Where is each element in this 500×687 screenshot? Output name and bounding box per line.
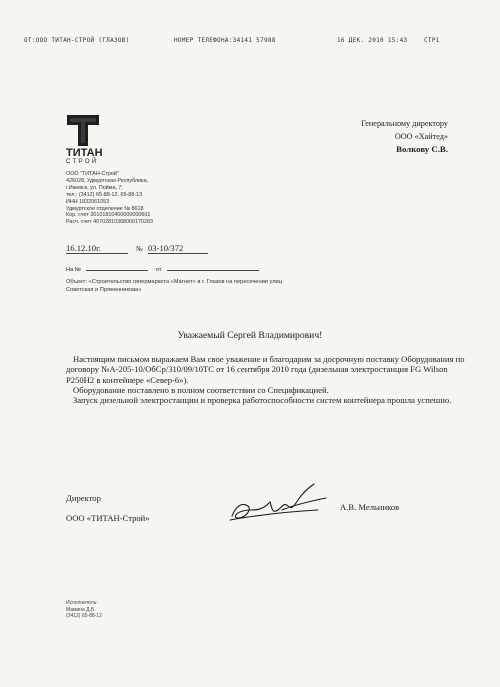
sender-line: Удмуртское отделение № 8618 — [66, 205, 144, 212]
reference-from-label: от — [155, 267, 162, 273]
fax-page: СТР1 — [424, 37, 440, 44]
sender-line: Расч. счет 40702810368000170283 — [66, 219, 154, 226]
registration-row — [66, 243, 208, 254]
reference-row — [66, 264, 259, 273]
sender-line: 426028, Удмуртская Республика, — [66, 177, 149, 184]
executor-line: (3412) 65-88-12 — [66, 613, 102, 620]
recipient-name: Волкову С.В. — [396, 144, 448, 154]
sender-requisites — [66, 171, 226, 226]
recipient-block — [300, 118, 448, 156]
letter-body — [66, 354, 466, 405]
greeting: Уважаемый Сергей Владимирович! — [177, 330, 323, 341]
signer-title: Директор — [66, 493, 101, 503]
reference-line — [86, 264, 148, 271]
sender-line: ИНН 1832061053 — [66, 198, 110, 205]
fax-phone: НОМЕР ТЕЛЕФОНА:34141 57988 — [174, 37, 276, 44]
body-paragraph: Запуск дизельной электростанции и проверка работоспособности систем контейнера прошла успешно. — [73, 395, 452, 406]
fax-datetime: 16 ДЕК. 2010 15:43 — [337, 37, 408, 44]
letter-number: 03-10/372 — [148, 243, 208, 254]
logo-name: ТИТАН — [66, 147, 103, 159]
recipient-company: ООО «Хайтед» — [394, 131, 448, 141]
body-paragraph: Оборудование поставлено в полном соответствии со Спецификацией. — [73, 384, 329, 395]
executor-line: Исполнитель: — [66, 600, 98, 606]
handwritten-signature — [222, 476, 332, 526]
signer-company: ООО «ТИТАН-Строй» — [66, 513, 150, 523]
subject-line: Объект: «Строительство гипермаркета «Магнит» в г. Глазов на пересечении улиц Советская и Пряженникова» — [66, 279, 282, 293]
sender-line: г.Ижевск, ул. Пойма, 7; — [66, 184, 123, 191]
sender-line: тел.: (3412) 65-88-12, 65-88-13 — [66, 191, 143, 198]
sender-line: Кор. счет 30101810400000000601 — [66, 212, 151, 219]
recipient-position: Генеральному директору — [361, 119, 448, 128]
signer-name: А.В. Мельников — [340, 502, 400, 512]
reference-label: На № — [66, 267, 81, 273]
logo-subtitle: СТРОЙ — [66, 159, 99, 165]
titan-logo-icon — [66, 113, 100, 147]
fax-sender: ОТ:ООО ТИТАН-СТРОЙ (ГЛАЗОВ) — [24, 37, 130, 44]
body-paragraph: Настоящим письмом выражаем Вам свое уважение и благодарим за досрочную поставку Оборудования по договору №А-205-10/ОбСр/310/09/10ТС от 16 сентября 2010 года (дизельная электростанция FG Wilson P250H2 в контейнере «Север-6»). — [66, 354, 465, 385]
executor-block — [66, 600, 102, 620]
executor-line: Мамина Д.Б. — [66, 606, 96, 613]
signature-block — [66, 488, 150, 528]
number-label: № — [136, 245, 143, 253]
reference-from-line — [167, 264, 259, 271]
sender-line: ООО "ТИТАН-Строй" — [66, 171, 119, 177]
letter-date: 16.12.10г. — [66, 243, 128, 254]
